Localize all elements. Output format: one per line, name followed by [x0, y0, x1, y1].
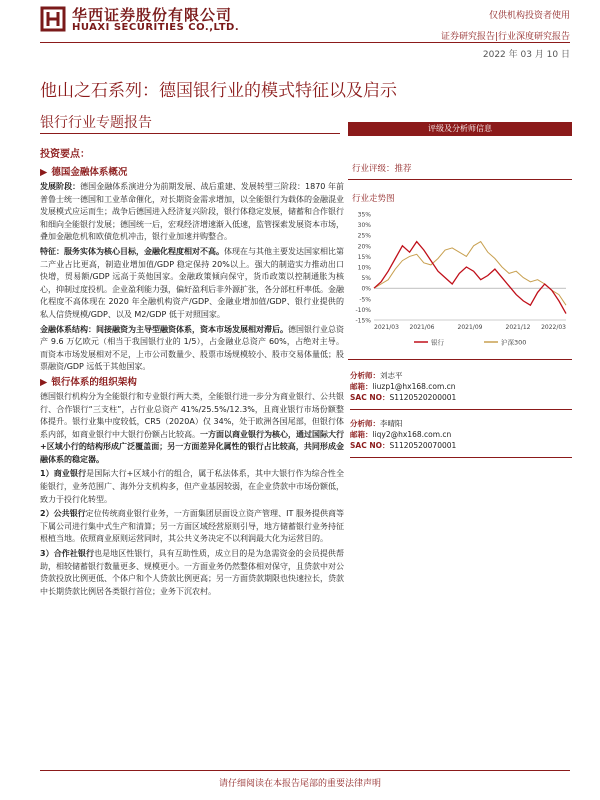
y-tick-label: 5%: [361, 275, 371, 283]
page-title: 他山之石系列：德国银行业的模式特征以及启示: [40, 81, 397, 101]
analyst-name: 分析师：李晴阳: [350, 419, 403, 428]
analyst-card: [350, 370, 572, 403]
series-line-bank: [374, 242, 566, 314]
audience-note: 仅供机构投资者使用: [488, 11, 570, 21]
analyst-sac-no: SAC NO：S1120520070001: [350, 441, 457, 450]
paragraph: 特征：服务实体为核心目标，金融化程度相对不高。体现在与其他主要发达国家相比第二产业占比更高，制造业增加值/GDP 稳定保持 20%以上。强大的制造实力推动出口快增，贸易额/GDP 远高于英他国家。金融政策倾向保守，货币政策以控制通胀为核心，抑制过度投机。企业盈利能力强，偏好盈利后非外源扩张，各分部杠杆率低。金融化程度不高体现在 2020 年全融机构资产/GDP、金融业增加值/GDP、银行业提供的私人信贷规模/GDP、以及 M2/GDP 低于对照国家。: [40, 246, 344, 319]
paragraph: 金融体系结构：间接融资为主导型融资体系，资本市场发展相对滞后。德国银行业总资产 9.6 万亿欧元（相当于我国银行业的 1/5），占金融业总资产 60%，占绝对主导。而资本市场发展相对不足，上市公司数量少、股票市场规模较小、股市交易体量低；股票融资/GDP 远低于其他国家。: [40, 324, 344, 372]
paragraph: 1）商业银行是国际大行+区域小行的组合，属于私法体系，其中大银行作为综合性全能银行，业务范围广、海外分支机构多，但产业基因较弱，在企业贷款中市场份额低，致力于投行化转型。: [40, 469, 344, 504]
analyst-divider: [350, 409, 572, 410]
section-heading: ▶ 德国金融体系概况: [40, 167, 128, 178]
x-tick-label: 2021/12: [505, 324, 531, 331]
y-tick-label: -10%: [355, 306, 371, 314]
trend-chart: [348, 210, 572, 350]
header-divider: [40, 42, 570, 43]
investment-heading: 投资要点：: [40, 149, 90, 160]
y-tick-label: -5%: [359, 296, 371, 304]
analyst-sac-no: SAC NO：S1120520200001: [350, 393, 457, 402]
analyst-list: [350, 370, 572, 458]
analyst-name: 分析师：刘志平: [350, 371, 403, 380]
sidebar: [348, 122, 572, 458]
company-name-en: HUAXI SECURITIES CO.,LTD.: [72, 22, 240, 33]
legend-label: 沪深300: [501, 338, 527, 347]
industry-rating: 行业评级：推荐: [352, 164, 412, 174]
company-logo-icon: [40, 6, 66, 32]
paragraph: 3）合作社银行也是地区性银行，具有互助性质，成立目的是为急需资金的会员提供帮助，相较储蓄银行数量更多、规模更小。一方面业务仍然整体相对保守，且贷款中对公贷款投放比例更低、个体户和个人贷款比例更高；另一方面贷款期限也快速拉长，贷款中长期贷款比例居各类银行首位；业务下沉农村。: [40, 549, 344, 596]
y-tick-label: 10%: [357, 264, 371, 272]
x-tick-label: 2021/03: [374, 324, 399, 331]
y-tick-label: 20%: [357, 243, 371, 251]
y-tick-label: 25%: [357, 232, 371, 240]
analyst-email: 邮箱：liqy2@hx168.com.cn: [350, 430, 452, 439]
report-category: 证券研究报告|行业深度研究报告: [440, 32, 570, 42]
section-heading: ▶ 银行体系的组织架构: [40, 376, 137, 388]
legal-notice: 请仔细阅读在本报告尾部的重要法律声明: [218, 779, 381, 789]
y-tick-label: 0%: [361, 285, 371, 293]
analyst-card: [350, 418, 572, 451]
chart-divider: [348, 359, 572, 360]
legend-label: 银行: [431, 338, 444, 347]
trend-chart-title: 行业走势图: [352, 194, 395, 204]
y-tick-label: 35%: [357, 211, 371, 219]
x-tick-label: 2021/06: [409, 324, 435, 331]
analyst-divider: [350, 457, 572, 458]
y-tick-label: 30%: [357, 222, 371, 230]
report-subtitle: 银行行业专题报告: [40, 115, 152, 131]
paragraph: 德国银行机构分为全能银行和专业银行两大类，全能银行进一步分为商业银行、公共银行、合作银行“三支柱”，占行业总资产 41%/25.5%/12.3%，且商业银行市场份额整体提升。银行业集中度较低，CR5（2020A）仅 34%，处于欧洲各国尾部，但银行体系内部，如商业银行中大银行份额占比较高。一方面以商业银行为核心，通过国际大行+区域小行的结构形成广泛覆盖面；另一方面差异化属性的银行占比较高，共同形成金融体系的稳定器。: [40, 391, 344, 464]
subtitle-divider: [40, 133, 340, 134]
footer-divider: [40, 770, 570, 771]
triangle-bullet-icon: ▶: [40, 376, 48, 388]
report-date: 2022 年 03 月 10 日: [482, 50, 570, 60]
y-tick-label: 15%: [357, 253, 371, 261]
company-name-cn: 华西证券股份有限公司: [72, 6, 233, 24]
x-tick-label: 2021/09: [457, 324, 483, 331]
series-line-hs300: [374, 242, 566, 306]
x-tick-label: 2022/03: [541, 324, 566, 331]
triangle-bullet-icon: ▶: [40, 167, 48, 178]
y-tick-label: -15%: [355, 317, 371, 325]
analyst-email: 邮箱：liuzp1@hx168.com.cn: [350, 382, 456, 391]
sidebar-header: 评级及分析师信息: [348, 122, 572, 136]
report-body: [40, 148, 344, 600]
paragraph: 发展阶段：德国金融体系演进分为前期发展、战后重建、发展转型三阶段：1870 年前普鲁士统一德国和工业革命催化，对长期资金需求增加，以全能银行为载体的金融混业发展模式应运而生；战争后德国进入经济复兴阶段，银行体稳定发展，储蓄和合作银行和细向全能银行发展；德国统一后，宏观经济增速渐入低速，监管探索发展资本市场，叠加金融危机和欧债危机冲击，银行业加速并购整合。: [40, 182, 344, 242]
rating-divider: [348, 179, 572, 180]
paragraph: 2）公共银行定位传统商业银行业务，一方面集团层面设立资产管理、IT 服务提供商等下属公司进行集中式生产和清算；另一方面区域经营原则引导，地方储蓄银行业务持征根植当地。依照商业原则运营同时，其公共义务决定不以利润最大化为运营目的。: [40, 509, 344, 544]
